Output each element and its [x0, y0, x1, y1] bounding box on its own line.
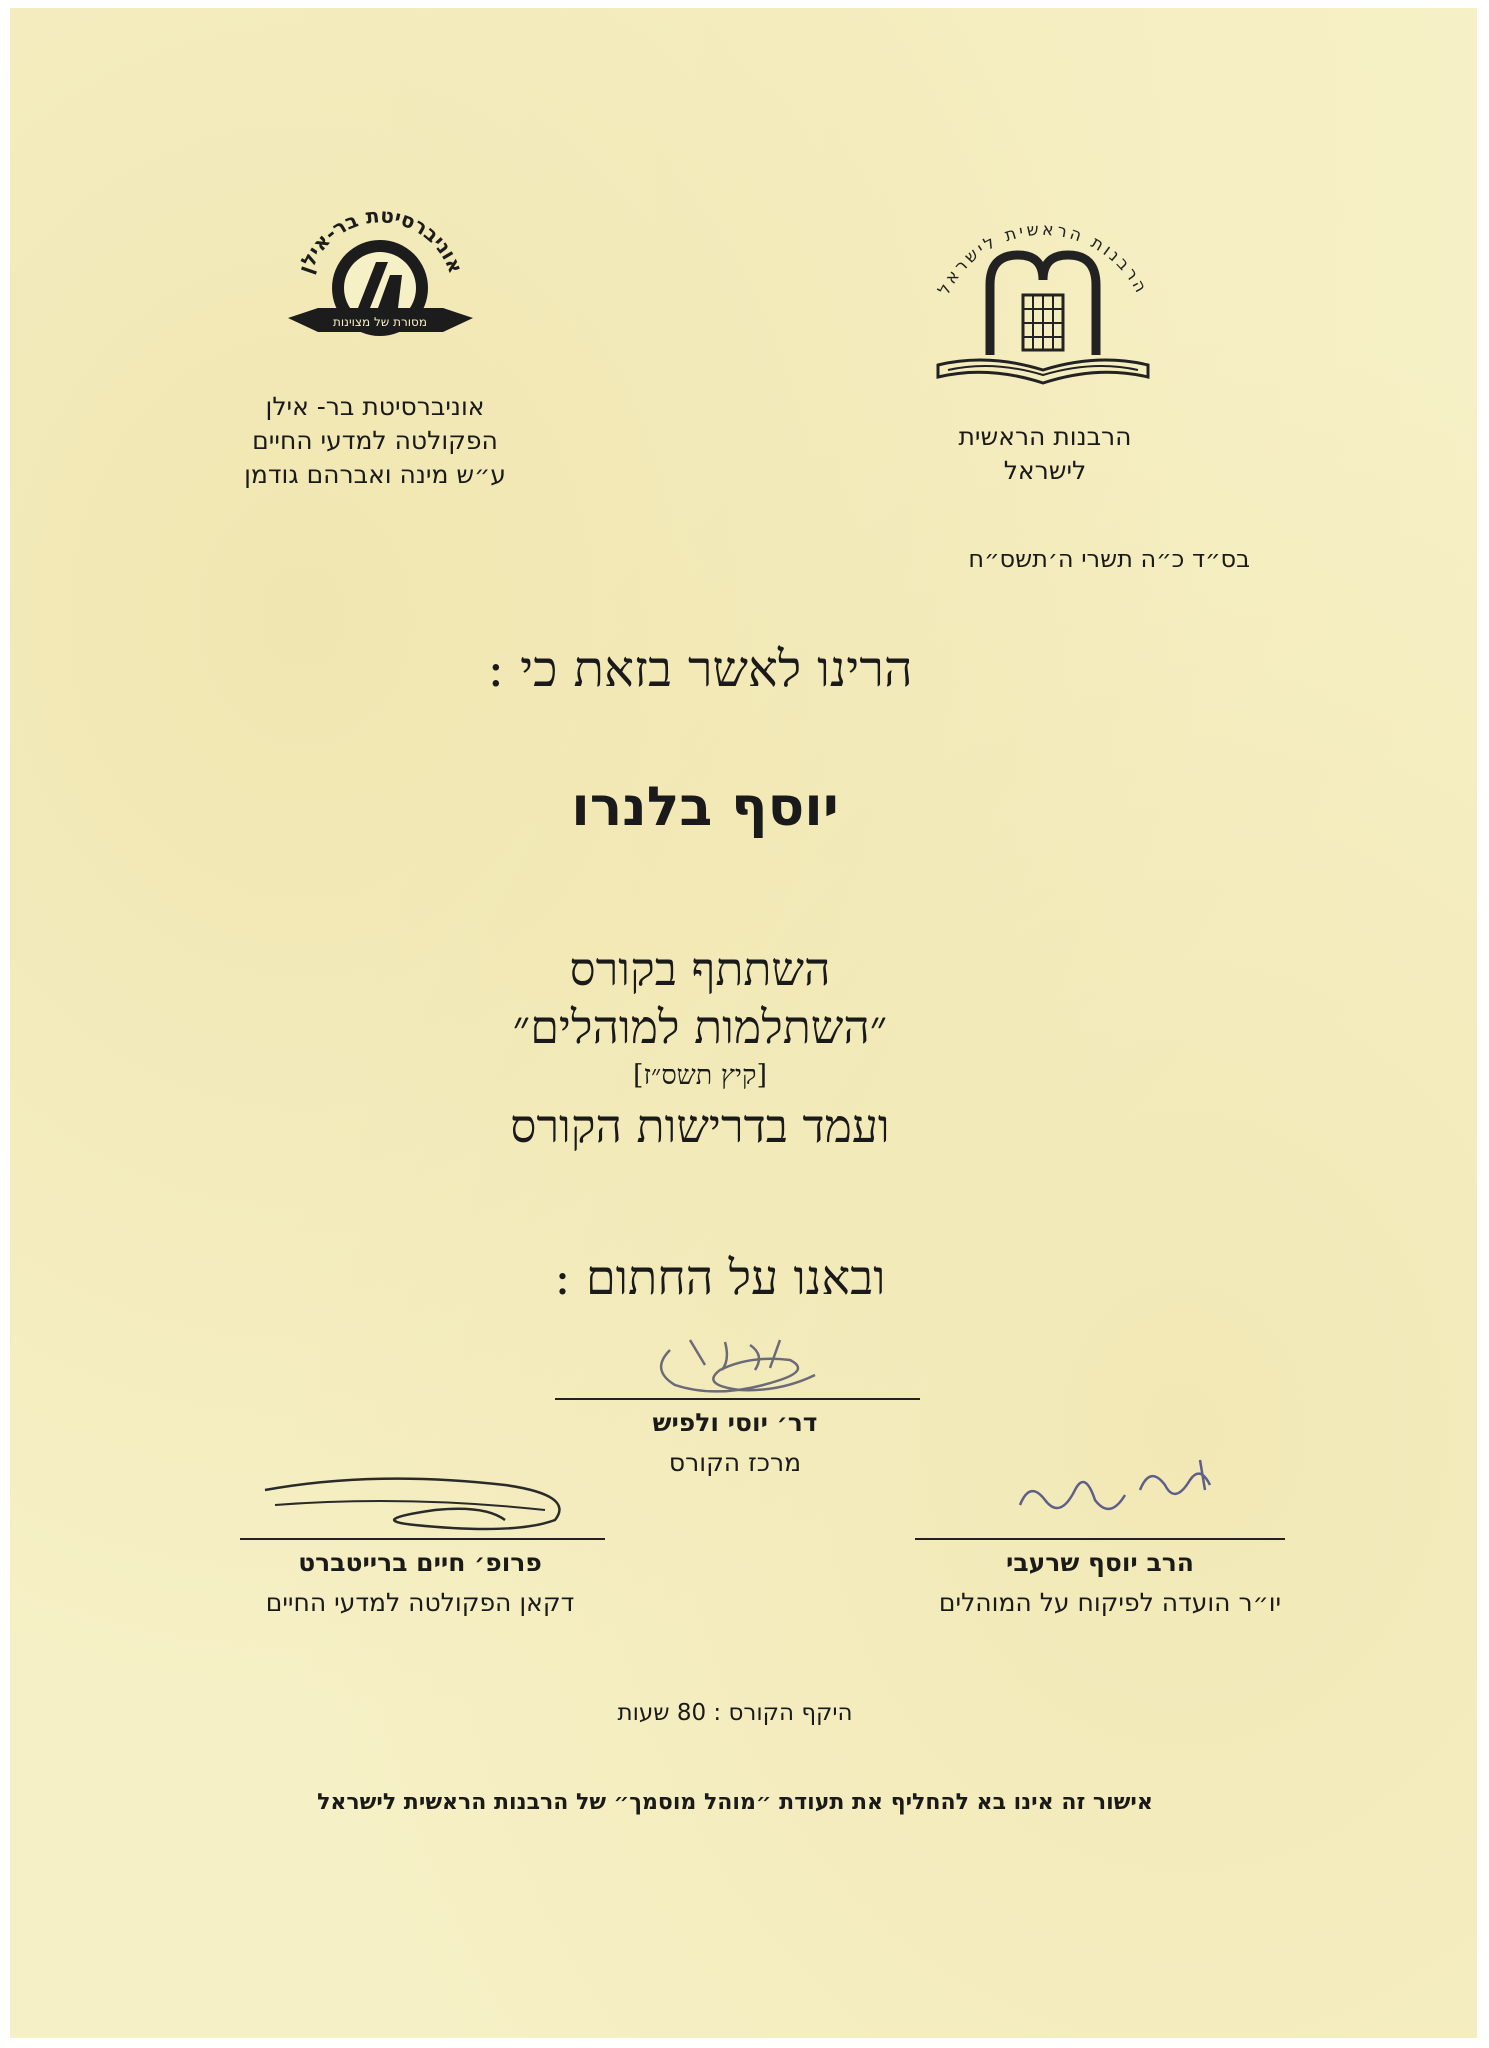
left-signature-line — [240, 1538, 605, 1540]
course-line-1: השתתף בקורס — [569, 942, 831, 996]
course-statement — [380, 940, 1020, 1156]
university-line-3: ע״ש מינה ואברהם גודמן — [244, 460, 506, 489]
course-line-4: ועמד בדרישות הקורס — [510, 1099, 890, 1153]
rabbinate-logo — [918, 205, 1168, 395]
bar-ilan-logo — [278, 200, 483, 350]
rabbinate-line-2: לישראל — [1003, 456, 1087, 485]
university-block — [210, 390, 540, 492]
rabbinate-line-1: הרבנות הראשית — [958, 422, 1132, 451]
course-scope: היקף הקורס : 80 שעות — [617, 1700, 853, 1726]
right-signature-scribble — [1000, 1450, 1230, 1535]
recipient-name: יוסף בלנרו — [571, 775, 839, 838]
center-signer-role: מרכז הקורס — [668, 1448, 802, 1477]
left-signature-scribble — [255, 1465, 585, 1540]
rabbinate-logo-graphic — [918, 205, 1168, 395]
right-signer-name: הרב יוסף שרעבי — [1006, 1548, 1194, 1577]
right-signature-line — [915, 1538, 1285, 1540]
issue-date: בס״ד כ״ה תשרי ה׳תשס״ח — [968, 545, 1250, 573]
right-signer-role: יו״ר הועדה לפיקוח על המוהלים — [938, 1588, 1282, 1617]
center-signer-name: דר׳ יוסי ולפיש — [652, 1408, 818, 1437]
center-signature-line — [555, 1398, 920, 1400]
university-line-2: הפקולטה למדעי החיים — [252, 426, 498, 455]
course-term: [קיץ תשס״ז] — [633, 1060, 767, 1091]
left-signer-role: דקאן הפקולטה למדעי החיים — [265, 1588, 575, 1617]
disclaimer: אישור זה אינו בא להחליף את תעודת ״מוהל מוסמך״ של הרבנות הראשית לישראל — [317, 1790, 1153, 1815]
bar-ilan-logo-graphic — [278, 200, 483, 350]
rabbinate-block — [920, 420, 1170, 488]
rabbinate-logo-text: הרבנות הראשית לישראל — [934, 219, 1152, 299]
university-line-1: אוניברסיטת בר- אילן — [265, 392, 485, 421]
bar-ilan-logo-text: אוניברסיטת בר-אילן — [292, 203, 469, 277]
bar-ilan-motto: מסורת של מצוינות — [332, 315, 428, 329]
left-signer-name: פרופ׳ חיים ברייטברט — [298, 1548, 542, 1577]
course-name: ״השתלמות למוהלים״ — [512, 1000, 888, 1054]
sealed-statement: ובאנו על החתום : — [554, 1250, 886, 1306]
hereby-statement: הרינו לאשר בזאת כי : — [487, 640, 913, 698]
